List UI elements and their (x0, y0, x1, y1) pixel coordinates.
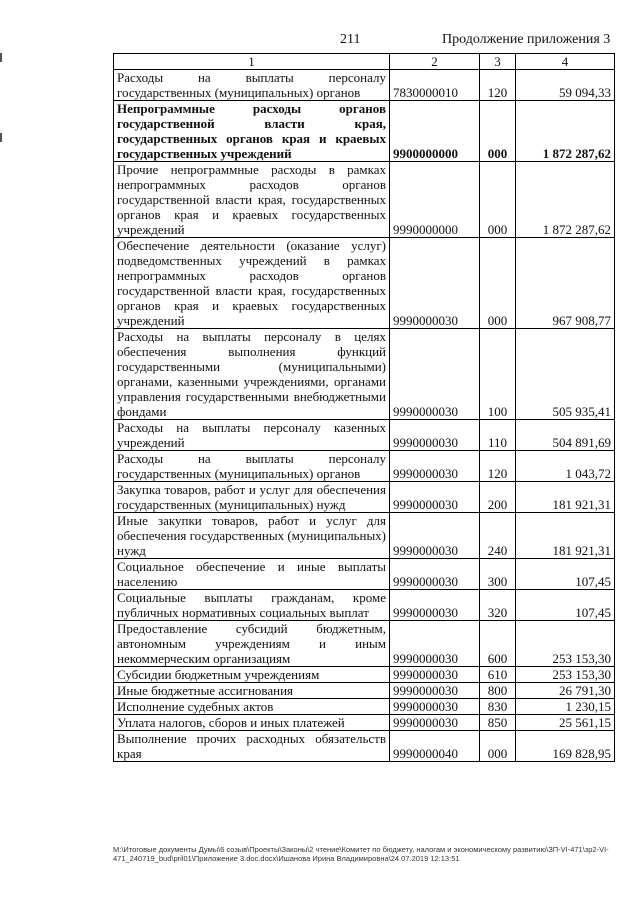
budget-table (113, 53, 615, 762)
table-row (114, 590, 615, 621)
row-code-cell: 9990000030 (390, 482, 480, 513)
row-type-cell: 200 (480, 482, 516, 513)
row-name-cell: Предоставление субсидий бюджетным, автономным учреждениям и иным некоммерческим организациям (114, 621, 390, 667)
row-code-cell: 7830000010 (390, 70, 480, 101)
row-type-cell: 100 (480, 329, 516, 420)
row-code-cell: 9990000030 (390, 699, 480, 715)
table-row (114, 715, 615, 731)
row-type-cell: 610 (480, 667, 516, 683)
row-sum-cell: 253 153,30 (516, 667, 615, 683)
table-row (114, 513, 615, 559)
page-edge-mark (0, 133, 2, 142)
row-type-cell: 800 (480, 683, 516, 699)
table-row (114, 162, 615, 238)
row-sum-cell: 1 872 287,62 (516, 162, 615, 238)
row-type-cell: 850 (480, 715, 516, 731)
row-name-cell: Расходы на выплаты персоналу государственных (муниципальных) органов (114, 70, 390, 101)
row-type-cell: 830 (480, 699, 516, 715)
row-name-cell: Социальное обеспечение и иные выплаты населению (114, 559, 390, 590)
row-name-cell: Расходы на выплаты персоналу казенных учреждений (114, 420, 390, 451)
column-number-row (114, 54, 615, 70)
file-path-footer: M:\Итоговые документы Думы\6 созыв\Проекты\Законы\2 чтение\Комитет по бюджету, налогам и экономическому развитию\ЗП-VI-471\зр2-VI-471_240719_bud\pril01\Приложение 3.doc.docx\Ишанова Ирина Владимировна\24.07.2019 12:13:51 (113, 845, 609, 863)
row-code-cell: 9990000030 (390, 683, 480, 699)
row-code-cell: 9990000030 (390, 420, 480, 451)
row-sum-cell: 181 921,31 (516, 482, 615, 513)
row-code-cell: 9990000030 (390, 329, 480, 420)
row-sum-cell: 181 921,31 (516, 513, 615, 559)
row-code-cell: 9990000030 (390, 590, 480, 621)
row-sum-cell: 59 094,33 (516, 70, 615, 101)
row-name-cell: Расходы на выплаты персоналу государственных (муниципальных) органов (114, 451, 390, 482)
table-row (114, 70, 615, 101)
page-number: 211 (340, 32, 361, 47)
row-sum-cell: 107,45 (516, 559, 615, 590)
table-row (114, 731, 615, 762)
row-sum-cell: 1 872 287,62 (516, 101, 615, 162)
table-row (114, 559, 615, 590)
row-sum-cell: 253 153,30 (516, 621, 615, 667)
table-row (114, 238, 615, 329)
row-code-cell: 9990000030 (390, 667, 480, 683)
column-header-code: 2 (390, 54, 480, 70)
column-header-sum: 4 (516, 54, 615, 70)
row-code-cell: 9990000030 (390, 621, 480, 667)
row-name-cell: Прочие непрограммные расходы в рамках непрограммных расходов органов государственной власти края, государственных органов края и краевых государственных учреждений (114, 162, 390, 238)
row-type-cell: 600 (480, 621, 516, 667)
column-header-name: 1 (114, 54, 390, 70)
table-row (114, 451, 615, 482)
row-sum-cell: 25 561,15 (516, 715, 615, 731)
row-name-cell: Непрограммные расходы органов государственной власти края, государственных органов края и краевых государственных учреждений (114, 101, 390, 162)
table-row (114, 329, 615, 420)
table-row (114, 420, 615, 451)
table-row (114, 482, 615, 513)
row-type-cell: 000 (480, 731, 516, 762)
row-code-cell: 9990000030 (390, 513, 480, 559)
row-name-cell: Иные бюджетные ассигнования (114, 683, 390, 699)
page-edge-mark (0, 53, 2, 62)
row-sum-cell: 26 791,30 (516, 683, 615, 699)
row-name-cell: Закупка товаров, работ и услуг для обеспечения государственных (муниципальных) нужд (114, 482, 390, 513)
row-code-cell: 9990000040 (390, 731, 480, 762)
row-sum-cell: 505 935,41 (516, 329, 615, 420)
row-name-cell: Расходы на выплаты персоналу в целях обеспечения выполнения функций государственными (муниципальными) органами, казенными учреждениями, органами управления государственными внебюджетными фондами (114, 329, 390, 420)
row-type-cell: 000 (480, 162, 516, 238)
row-code-cell: 9990000030 (390, 559, 480, 590)
row-name-cell: Иные закупки товаров, работ и услуг для обеспечения государственных (муниципальных) нужд (114, 513, 390, 559)
row-sum-cell: 169 828,95 (516, 731, 615, 762)
row-sum-cell: 107,45 (516, 590, 615, 621)
row-sum-cell: 504 891,69 (516, 420, 615, 451)
row-name-cell: Социальные выплаты гражданам, кроме публичных нормативных социальных выплат (114, 590, 390, 621)
table-row (114, 699, 615, 715)
row-type-cell: 000 (480, 101, 516, 162)
row-sum-cell: 1 043,72 (516, 451, 615, 482)
row-code-cell: 9990000030 (390, 238, 480, 329)
row-name-cell: Обеспечение деятельности (оказание услуг) подведомственных учреждений в рамках непрограммных расходов органов государственной власти края, государственных органов края и краевых государственных учреждений (114, 238, 390, 329)
row-sum-cell: 1 230,15 (516, 699, 615, 715)
row-code-cell: 9900000000 (390, 101, 480, 162)
table-row (114, 667, 615, 683)
row-code-cell: 9990000000 (390, 162, 480, 238)
row-type-cell: 120 (480, 451, 516, 482)
row-type-cell: 320 (480, 590, 516, 621)
row-name-cell: Уплата налогов, сборов и иных платежей (114, 715, 390, 731)
table-row (114, 621, 615, 667)
table-row (114, 101, 615, 162)
continuation-label: Продолжение приложения 3 (442, 32, 611, 47)
row-code-cell: 9990000030 (390, 715, 480, 731)
row-code-cell: 9990000030 (390, 451, 480, 482)
column-header-type: 3 (480, 54, 516, 70)
row-name-cell: Исполнение судебных актов (114, 699, 390, 715)
row-type-cell: 120 (480, 70, 516, 101)
table-row (114, 683, 615, 699)
row-sum-cell: 967 908,77 (516, 238, 615, 329)
row-type-cell: 300 (480, 559, 516, 590)
row-type-cell: 110 (480, 420, 516, 451)
row-name-cell: Выполнение прочих расходных обязательств края (114, 731, 390, 762)
row-name-cell: Субсидии бюджетным учреждениям (114, 667, 390, 683)
row-type-cell: 240 (480, 513, 516, 559)
row-type-cell: 000 (480, 238, 516, 329)
